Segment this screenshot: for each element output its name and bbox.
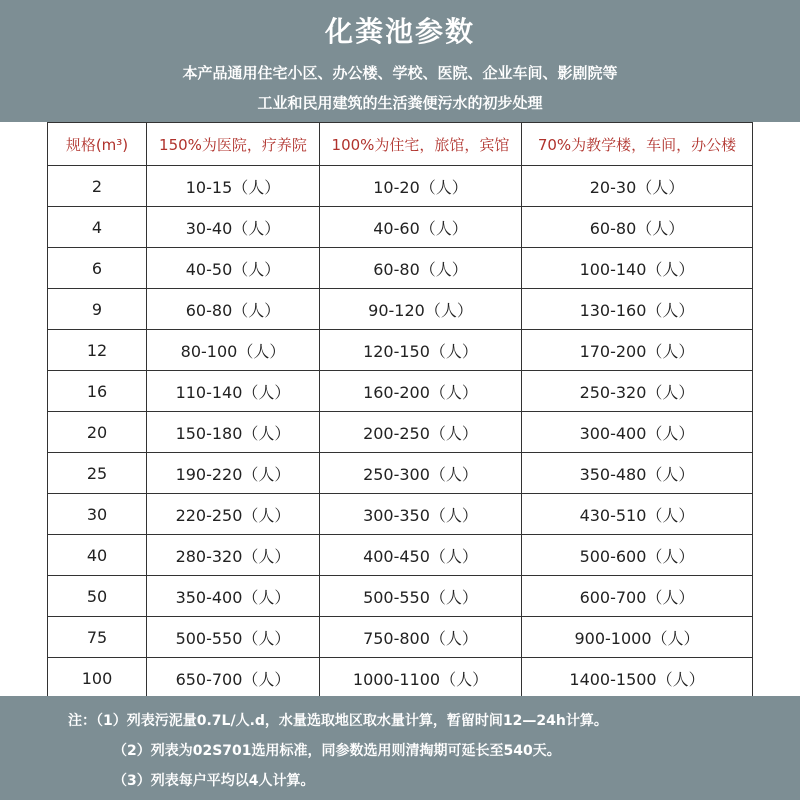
table-cell: 160-200（人） [320,371,522,412]
table-cell: 130-160（人） [522,289,753,330]
table-cell: 20-30（人） [522,166,753,207]
table-area [0,122,800,696]
table-cell: 500-550（人） [147,617,320,658]
table-cell: 1400-1500（人） [522,658,753,699]
table-cell: 100 [48,658,147,699]
header-residential: 100%为住宅，旅馆，宾馆 [320,123,522,166]
table-cell: 4 [48,207,147,248]
table-cell: 170-200（人） [522,330,753,371]
table-cell: 400-450（人） [320,535,522,576]
table-row [48,371,753,412]
table-cell: 50 [48,576,147,617]
table-cell: 650-700（人） [147,658,320,699]
table-cell: 40 [48,535,147,576]
table-cell: 80-100（人） [147,330,320,371]
header-banner [0,0,800,122]
table-row [48,658,753,699]
table-cell: 10-20（人） [320,166,522,207]
table-cell: 750-800（人） [320,617,522,658]
table-cell: 500-550（人） [320,576,522,617]
table-cell: 300-350（人） [320,494,522,535]
table-cell: 500-600（人） [522,535,753,576]
table-cell: 30 [48,494,147,535]
parameter-table [47,122,753,699]
table-cell: 60-80（人） [320,248,522,289]
subtitle-line-2: 工业和民用建筑的生活粪便污水的初步处理 [257,94,543,112]
table-cell: 190-220（人） [147,453,320,494]
table-cell: 350-400（人） [147,576,320,617]
notes-section [0,696,800,800]
table-header-row [48,123,753,166]
header-hospital: 150%为医院，疗养院 [147,123,320,166]
table-cell: 120-150（人） [320,330,522,371]
table-cell: 90-120（人） [320,289,522,330]
note-1: 注：（1）列表污泥量0.7L/人.d，水量选取地区取水量计算，暂留时间12—24h计算。 [68,713,608,729]
table-cell: 75 [48,617,147,658]
table-cell: 300-400（人） [522,412,753,453]
table-cell: 350-480（人） [522,453,753,494]
table-cell: 110-140（人） [147,371,320,412]
page-title: 化粪池参数 [324,15,475,48]
table-cell: 40-50（人） [147,248,320,289]
table-cell: 150-180（人） [147,412,320,453]
table-cell: 1000-1100（人） [320,658,522,699]
table-row [48,617,753,658]
table-row [48,494,753,535]
table-cell: 25 [48,453,147,494]
table-cell: 200-250（人） [320,412,522,453]
table-row [48,289,753,330]
table-cell: 220-250（人） [147,494,320,535]
header-school: 70%为教学楼，车间，办公楼 [522,123,753,166]
table-body [48,166,753,699]
table-cell: 900-1000（人） [522,617,753,658]
note-2: （2）列表为02S701选用标准，同参数选用则清掏期可延长至540天。 [113,743,561,759]
table-row [48,453,753,494]
table-cell: 6 [48,248,147,289]
table-cell: 250-320（人） [522,371,753,412]
note-3: （3）列表每户平均以4人计算。 [113,773,315,789]
table-cell: 250-300（人） [320,453,522,494]
header-spec: 规格(m³) [48,123,147,166]
table-row [48,207,753,248]
table-cell: 100-140（人） [522,248,753,289]
table-cell: 2 [48,166,147,207]
table-cell: 430-510（人） [522,494,753,535]
table-cell: 40-60（人） [320,207,522,248]
table-cell: 12 [48,330,147,371]
table-cell: 10-15（人） [147,166,320,207]
table-row [48,248,753,289]
table-cell: 20 [48,412,147,453]
table-row [48,166,753,207]
table-cell: 9 [48,289,147,330]
table-row [48,576,753,617]
table-row [48,412,753,453]
subtitle-line-1: 本产品通用住宅小区、办公楼、学校、医院、企业车间、影剧院等 [182,64,618,82]
table-cell: 600-700（人） [522,576,753,617]
table-cell: 280-320（人） [147,535,320,576]
table-row [48,330,753,371]
table-cell: 60-80（人） [522,207,753,248]
table-cell: 60-80（人） [147,289,320,330]
table-cell: 16 [48,371,147,412]
table-cell: 30-40（人） [147,207,320,248]
table-row [48,535,753,576]
